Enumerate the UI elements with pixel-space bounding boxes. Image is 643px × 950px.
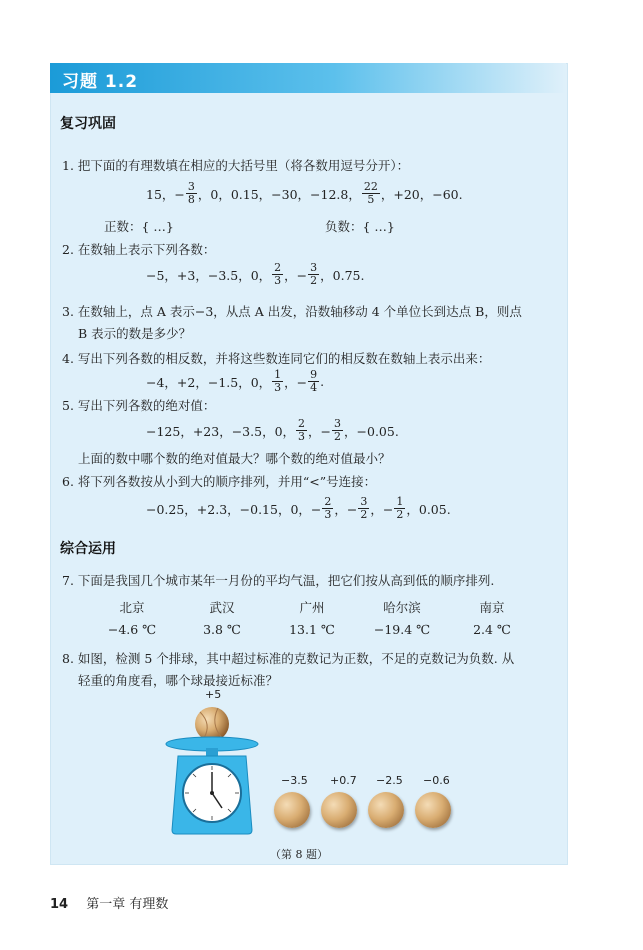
q6-frac-3 (394, 496, 405, 521)
q6-part-b: ，− (334, 501, 358, 517)
q2-frac-2 (308, 262, 319, 287)
q2-frac-1 (272, 262, 283, 287)
q5-numbers (146, 418, 399, 443)
q6-part-d: ，0.05. (406, 501, 451, 517)
section-review-heading: 复习巩固 (60, 116, 116, 132)
q1-part-c: ，+20，−60. (380, 186, 463, 202)
q6-frac-1-num: 2 (324, 495, 332, 508)
page-title: 习题 1.2 (62, 72, 139, 92)
q4-part-c: . (320, 374, 325, 389)
q6-frac-2-num: 3 (360, 495, 368, 508)
q1-frac-2 (362, 181, 380, 206)
q1-frac-1-num: 3 (187, 180, 195, 193)
ball-weight-label: −2.5 (376, 774, 403, 787)
q5-frac-2 (332, 418, 343, 443)
q4-frac-2 (308, 369, 319, 394)
q6-text: 6. 将下列各数按从小到大的顺序排列，并用“<”号连接： (62, 474, 377, 489)
q1-positive-set: 正数：{ …} (104, 219, 174, 234)
q1-frac-1 (186, 181, 197, 206)
q4-frac-1 (272, 369, 283, 394)
q3-line-2: B 表示的数是多少？ (78, 326, 192, 341)
q6-frac-2-den: 2 (360, 508, 368, 521)
q5-part-a: −125，+23，−3.5，0， (146, 423, 296, 439)
q2-frac-2-num: 3 (310, 261, 318, 274)
q5-frac-2-num: 3 (334, 417, 342, 430)
q1-frac-2-den: 5 (367, 193, 375, 206)
city-temperature: −4.6 ℃ (107, 622, 157, 637)
city-name: 武汉 (209, 600, 235, 615)
city-temperature: 2.4 ℃ (473, 622, 511, 637)
weighing-scale-illustration (160, 700, 270, 840)
volleyball (321, 792, 357, 828)
q6-frac-1-den: 3 (324, 508, 332, 521)
q1-part-a: 15，− (146, 186, 185, 202)
q3-line-1: 3. 在数轴上，点 A 表示−3，从点 A 出发，沿数轴移动 4 个单位长到达点 B，则点 (62, 304, 522, 319)
q2-part-c: ，0.75. (320, 267, 365, 283)
q1-frac-1-den: 8 (187, 193, 195, 206)
q6-frac-3-num: 1 (396, 495, 404, 508)
q4-part-b: ，− (284, 374, 308, 390)
city-name: 广州 (299, 600, 325, 615)
ball-weight-label: −0.6 (423, 774, 450, 787)
q4-numbers (146, 369, 324, 394)
ball-weight-label: −3.5 (281, 774, 308, 787)
volleyball (415, 792, 451, 828)
q7-temp-row (92, 622, 532, 637)
city-temperature: 3.8 ℃ (203, 622, 241, 637)
q2-numbers (146, 262, 364, 287)
title-bar (50, 63, 566, 93)
q6-frac-2 (358, 496, 369, 521)
q2-part-b: ，− (284, 267, 308, 283)
q7-city-row (92, 598, 532, 616)
q1-negative-set: 负数：{ …} (325, 219, 395, 234)
q2-text: 2. 在数轴上表示下列各数： (62, 242, 216, 257)
city-temperature: 13.1 ℃ (289, 622, 335, 637)
q5-frac-1-num: 2 (298, 417, 306, 430)
q5-part-b: ，− (308, 423, 332, 439)
q4-frac-1-den: 3 (274, 381, 282, 394)
city-temperature: −19.4 ℃ (373, 622, 431, 637)
q2-frac-1-den: 3 (274, 274, 282, 287)
q4-frac-2-den: 4 (310, 381, 318, 394)
q1-text: 1. 把下面的有理数填在相应的大括号里（将各数用逗号分开）： (62, 158, 410, 173)
page-number: 14 (50, 897, 69, 912)
q5-text: 5. 写出下列各数的绝对值： (62, 398, 216, 413)
city-name: 北京 (119, 600, 145, 615)
ball-weight-label: +0.7 (330, 774, 357, 787)
q5-follow-up: 上面的数中哪个数的绝对值最大？哪个数的绝对值最小？ (78, 451, 391, 466)
scale-ball-label: +5 (205, 688, 222, 701)
q4-part-a: −4，+2，−1.5，0， (146, 374, 272, 390)
city-name: 哈尔滨 (383, 600, 421, 615)
q6-frac-1 (322, 496, 333, 521)
q7-text: 7. 下面是我国几个城市某年一月份的平均气温，把它们按从高到低的顺序排列. (62, 573, 495, 588)
q4-frac-1-num: 1 (274, 368, 282, 381)
q4-text: 4. 写出下列各数的相反数，并将这些数连同它们的相反数在数轴上表示出来： (62, 351, 491, 366)
q5-frac-1-den: 3 (298, 430, 306, 443)
q2-frac-1-num: 2 (274, 261, 282, 274)
q6-numbers (146, 496, 451, 521)
q4-frac-2-num: 9 (310, 368, 318, 381)
q5-frac-2-den: 2 (334, 430, 342, 443)
q6-frac-3-den: 2 (396, 508, 404, 521)
section-applied-heading: 综合运用 (60, 541, 116, 557)
q1-numbers (146, 181, 463, 206)
q1-part-b: ，0，0.15，−30，−12.8， (197, 186, 361, 202)
volleyball (274, 792, 310, 828)
q6-part-c: ，− (370, 501, 394, 517)
q5-part-c: ，−0.05. (344, 423, 399, 439)
city-name: 南京 (479, 600, 505, 615)
figure-caption: （第 8 题） (270, 848, 328, 861)
q1-frac-2-num: 22 (363, 180, 378, 193)
volleyball (368, 792, 404, 828)
q2-part-a: −5，+3，−3.5，0， (146, 267, 272, 283)
chapter-title: 第一章 有理数 (86, 897, 169, 912)
q8-line-2: 轻重的角度看，哪个球最接近标准？ (78, 673, 279, 688)
q5-frac-1 (296, 418, 307, 443)
q6-part-a: −0.25，+2.3，−0.15，0，− (146, 501, 322, 517)
q2-frac-2-den: 2 (310, 274, 318, 287)
page-footer (50, 893, 168, 912)
q8-line-1: 8. 如图，检测 5 个排球，其中超过标准的克数记为正数，不足的克数记为负数. 从 (62, 651, 515, 666)
